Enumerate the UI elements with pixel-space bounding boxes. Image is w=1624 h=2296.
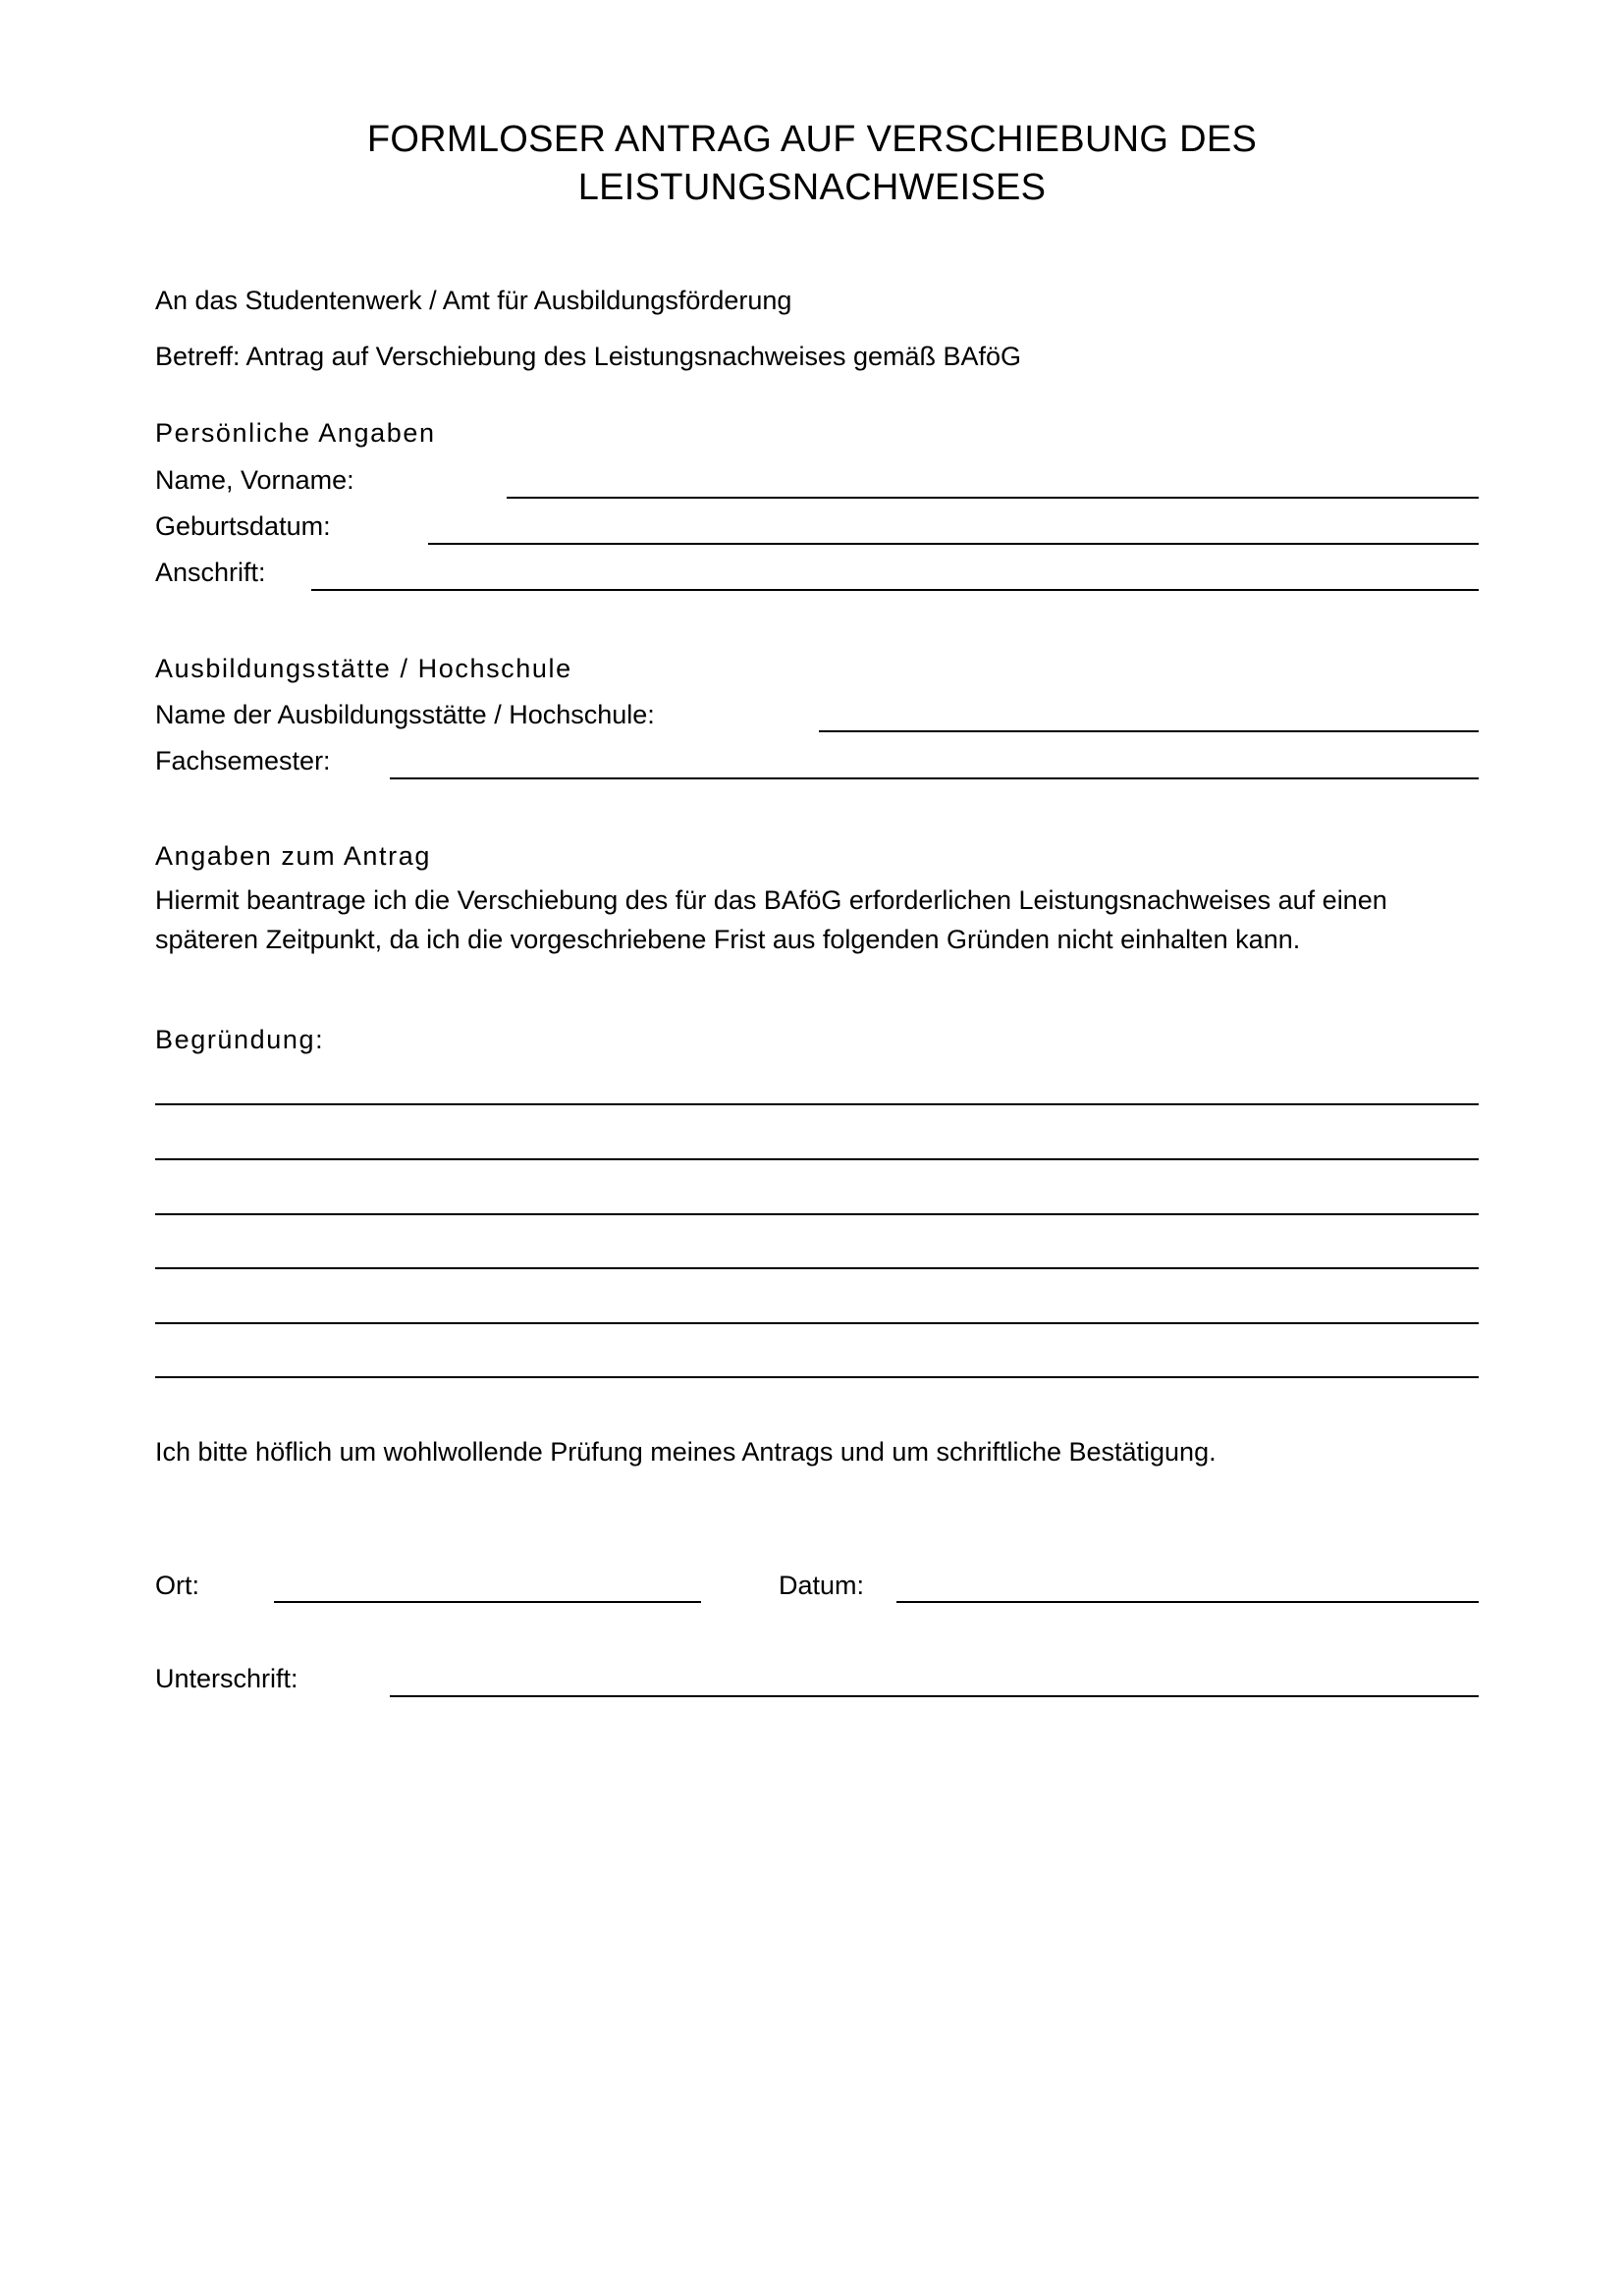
section-heading-application: Angaben zum Antrag bbox=[155, 841, 431, 871]
reason-line[interactable] bbox=[155, 1103, 1479, 1105]
birthdate-label: Geburtsdatum: bbox=[155, 511, 331, 541]
semester-label: Fachsemester: bbox=[155, 746, 331, 775]
signature-label: Unterschrift: bbox=[155, 1664, 298, 1693]
date-label: Datum: bbox=[779, 1571, 865, 1600]
reason-line[interactable] bbox=[155, 1213, 1479, 1215]
name-label: Name, Vorname: bbox=[155, 465, 354, 495]
reason-line[interactable] bbox=[155, 1322, 1479, 1324]
semester-input-line[interactable] bbox=[390, 777, 1479, 779]
place-label: Ort: bbox=[155, 1571, 199, 1600]
reason-line[interactable] bbox=[155, 1158, 1479, 1160]
closing-sentence: Ich bitte höflich um wohlwollende Prüfung meines Antrags und um schriftliche Bestätigung. bbox=[155, 1437, 1217, 1467]
reason-line[interactable] bbox=[155, 1376, 1479, 1378]
date-input-line[interactable] bbox=[896, 1601, 1479, 1603]
address-label: Anschrift: bbox=[155, 558, 266, 587]
recipient-line: An das Studentenwerk / Amt für Ausbildungsförderung bbox=[155, 286, 792, 315]
section-heading-institution: Ausbildungsstätte / Hochschule bbox=[155, 654, 572, 683]
application-paragraph: Hiermit beantrage ich die Verschiebung des für das BAföG erforderlichen Leistungsnachweises auf einen späteren Zeitpunkt, da ich die vorgeschriebene Frist aus folgenden Gründen nicht einhalten kann. bbox=[155, 885, 1387, 954]
institution-name-input-line[interactable] bbox=[819, 730, 1479, 732]
document-title bbox=[0, 116, 1624, 212]
signature-input-line[interactable] bbox=[390, 1695, 1479, 1697]
place-input-line[interactable] bbox=[274, 1601, 701, 1603]
birthdate-input-line[interactable] bbox=[428, 543, 1479, 545]
section-heading-personal: Persönliche Angaben bbox=[155, 418, 436, 448]
title-line-1: FORMLOSER ANTRAG AUF VERSCHIEBUNG DES bbox=[366, 119, 1258, 160]
reason-line[interactable] bbox=[155, 1267, 1479, 1269]
title-line-2: LEISTUNGSNACHWEISES bbox=[577, 167, 1047, 208]
section-heading-reason: Begründung: bbox=[155, 1025, 325, 1054]
name-input-line[interactable] bbox=[507, 497, 1479, 499]
address-input-line[interactable] bbox=[311, 589, 1479, 591]
subject-line: Betreff: Antrag auf Verschiebung des Leistungsnachweises gemäß BAföG bbox=[155, 342, 1022, 371]
institution-name-label: Name der Ausbildungsstätte / Hochschule: bbox=[155, 700, 655, 729]
